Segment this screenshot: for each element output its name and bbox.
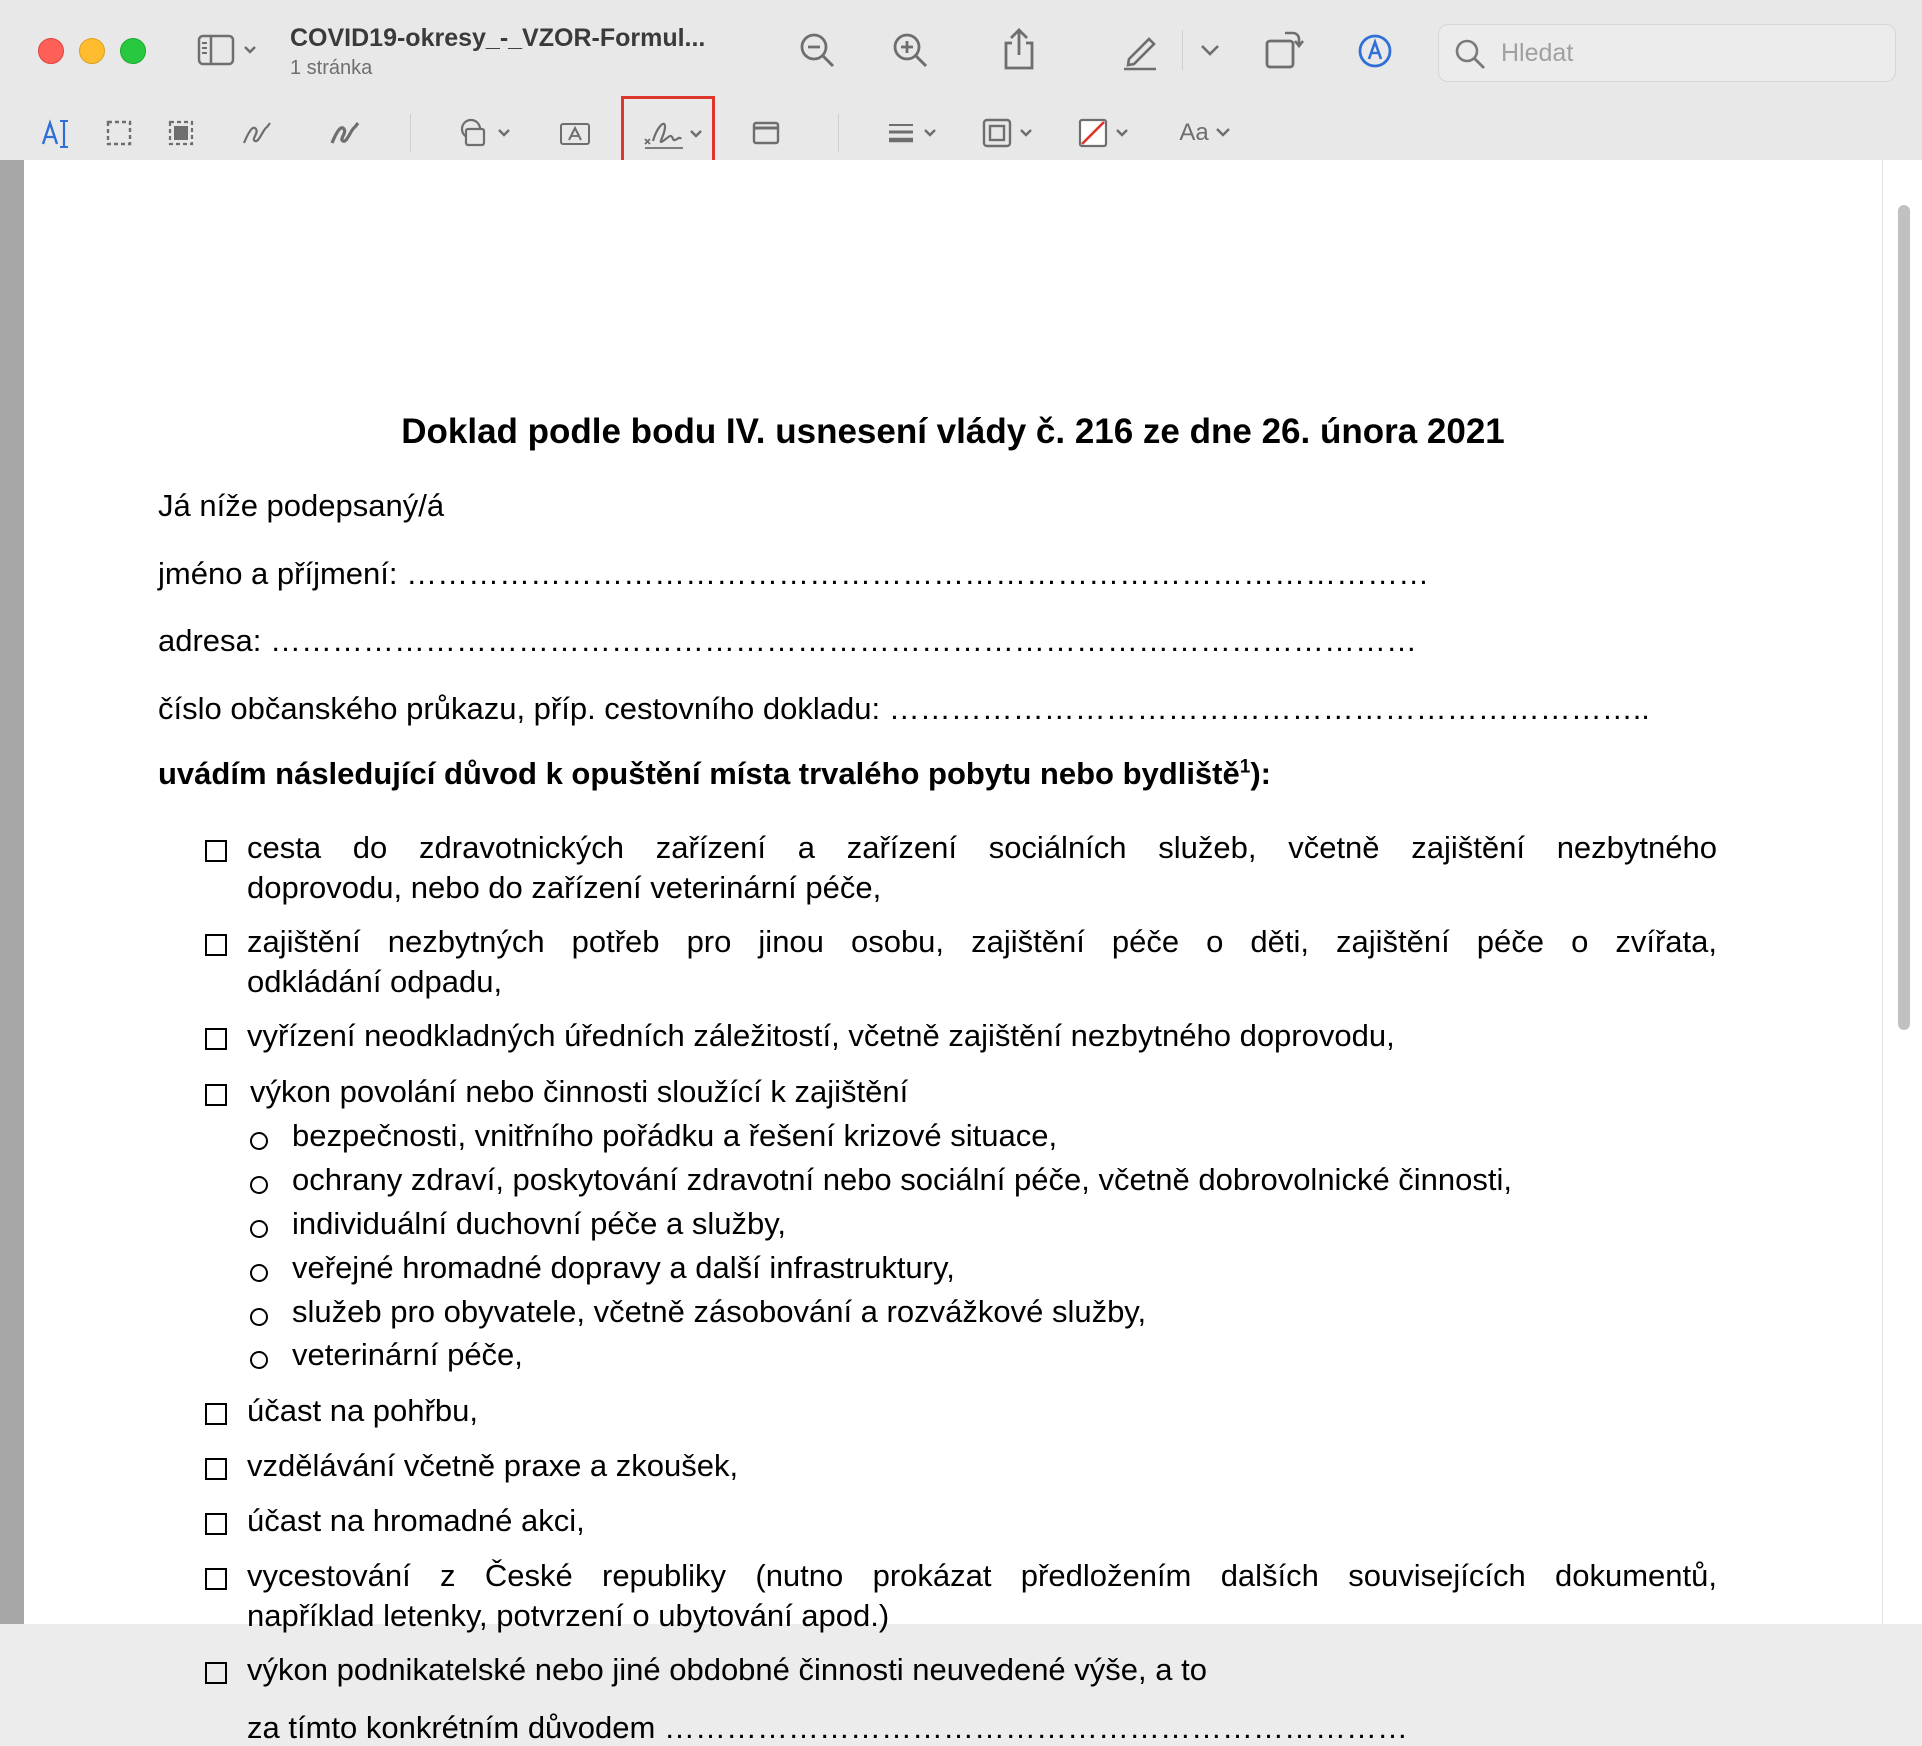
- shapes-icon: [455, 117, 515, 149]
- sidebar-icon: [197, 32, 263, 68]
- shape-style-menu-button[interactable]: [884, 116, 944, 150]
- option-line: účast na pohřbu,: [247, 1393, 478, 1428]
- page-count: 1 stránka: [290, 57, 373, 79]
- search-icon: [1453, 37, 1487, 71]
- field-dots: ………………………………………………………………: [663, 1710, 1408, 1745]
- sub-option: bezpečnosti, vnitřního pořádku a řešení krizové situace,: [292, 1118, 1058, 1153]
- rotate-button[interactable]: [1262, 26, 1306, 72]
- sidebar-edge: [0, 160, 24, 1624]
- toolbar-divider: [838, 114, 839, 152]
- sketch-tool[interactable]: [240, 116, 274, 150]
- checkbox[interactable]: [205, 1458, 227, 1480]
- note-icon: [751, 119, 781, 147]
- markup-menu-button[interactable]: [1196, 36, 1224, 64]
- redact-tool[interactable]: [166, 118, 196, 148]
- option-line: vzdělávání včetně praxe a zkoušek,: [247, 1448, 739, 1483]
- option-line: účast na hromadné akci,: [247, 1503, 585, 1538]
- minimize-window-button[interactable]: [79, 38, 105, 64]
- zoom-in-icon: [890, 30, 930, 70]
- reason-heading: uvádím následující důvod k opuštění místa trvalého pobytu nebo bydliště$^1$):: [158, 756, 1271, 791]
- sub-option-bullet[interactable]: [250, 1220, 268, 1238]
- sub-option: individuální duchovní péče a služby,: [292, 1206, 787, 1241]
- checkbox[interactable]: [205, 934, 227, 956]
- sub-option: ochrany zdraví, poskytování zdravotní nebo sociální péče, včetně dobrovolnické činnosti,: [292, 1162, 1513, 1197]
- zoom-out-icon: [797, 30, 837, 70]
- text-box-tool[interactable]: [558, 118, 592, 150]
- option-line: například letenky, potvrzení o ubytování apod.): [247, 1598, 890, 1633]
- checkbox[interactable]: [205, 1403, 227, 1425]
- field-label: za tímto konkrétním důvodem: [247, 1710, 656, 1745]
- draw-tool[interactable]: [328, 116, 362, 150]
- chevron-down-icon: [1213, 126, 1233, 140]
- option-line: výkon podnikatelské nebo jiné obdobné činnosti neuvedené výše, a to: [247, 1652, 1207, 1687]
- text-selection-icon: [41, 118, 71, 150]
- toolbar-divider: [1182, 30, 1183, 70]
- checkbox[interactable]: [205, 1513, 227, 1535]
- text-style-menu-button[interactable]: [1176, 116, 1236, 150]
- fill-color-icon: [1077, 117, 1135, 149]
- fill-color-menu-button[interactable]: [1076, 116, 1136, 150]
- option-line: výkon povolání nebo činnosti sloužící k zajištění: [250, 1074, 909, 1109]
- option-line: zajištění nezbytných potřeb pro jinou osobu, zajištění péče o děti, zajištění péče o zvířata,: [247, 924, 1717, 959]
- text-box-icon: [559, 120, 591, 148]
- text-selection-tool[interactable]: [40, 116, 72, 152]
- sub-option-bullet[interactable]: [250, 1132, 268, 1150]
- sub-option: veterinární péče,: [292, 1337, 523, 1372]
- address-field-row: [158, 623, 1417, 659]
- border-color-menu-button[interactable]: [980, 116, 1040, 150]
- field-label: adresa:: [158, 623, 262, 658]
- checkbox[interactable]: [205, 1662, 227, 1684]
- sub-option-bullet[interactable]: [250, 1264, 268, 1282]
- search-field[interactable]: [1438, 24, 1896, 82]
- name-field-row: [158, 556, 1429, 592]
- field-label: jméno a příjmení:: [158, 556, 398, 591]
- sub-option-bullet[interactable]: [250, 1308, 268, 1326]
- text-style-label: Aa: [1179, 119, 1209, 146]
- share-icon: [1001, 27, 1037, 71]
- rotate-icon: [1263, 27, 1305, 71]
- document-heading: Doklad podle bodu IV. usnesení vlády č. 216 ze dne 26. února 2021: [401, 412, 1505, 451]
- reason-detail-row: [247, 1710, 1408, 1746]
- intro-text: Já níže podepsaný/á: [158, 488, 445, 523]
- footnote-ref: 1: [1239, 756, 1251, 778]
- field-dots: ………………………………………………………………………………………: [406, 556, 1430, 591]
- checkbox[interactable]: [205, 1084, 227, 1106]
- redact-icon: [167, 119, 195, 147]
- draw-icon: [329, 117, 361, 149]
- checkbox[interactable]: [205, 840, 227, 862]
- option-line: cesta do zdravotnických zařízení a zařízení sociálních služeb, včetně zajištění nezbytného: [247, 830, 1717, 865]
- close-window-button[interactable]: [38, 38, 64, 64]
- fullscreen-window-button[interactable]: [120, 38, 146, 64]
- toolbar-divider: [410, 114, 411, 152]
- border-color-icon: [981, 117, 1039, 149]
- zoom-out-button[interactable]: [795, 28, 839, 72]
- checkbox[interactable]: [205, 1028, 227, 1050]
- pen-icon: [1119, 29, 1161, 71]
- option-line: vyřízení neodkladných úředních záležitostí, včetně zajištění nezbytného doprovodu,: [247, 1018, 1395, 1053]
- zoom-in-button[interactable]: [888, 28, 932, 72]
- markup-circle-button[interactable]: [1354, 30, 1396, 72]
- toolbar: [0, 0, 1922, 161]
- option-line: vycestování z České republiky (nutno prokázat předložením dalších souvisejících dokumentů,: [247, 1558, 1717, 1593]
- markup-toggle-button[interactable]: [1118, 28, 1162, 72]
- id-field-row: [158, 691, 1650, 727]
- option-line: doprovodu, nebo do zařízení veterinární péče,: [247, 870, 882, 905]
- note-tool[interactable]: [750, 118, 782, 148]
- line-style-icon: [885, 117, 943, 149]
- scrollbar-thumb[interactable]: [1898, 205, 1910, 1030]
- rectangular-selection-tool[interactable]: [104, 118, 134, 148]
- shapes-menu-button[interactable]: [454, 116, 516, 150]
- option-line: odkládání odpadu,: [247, 964, 503, 999]
- document-page: [24, 160, 1882, 1745]
- document-title: COVID19-okresy_-_VZOR-Formul...: [290, 24, 706, 52]
- share-button[interactable]: [998, 26, 1040, 72]
- highlight-annotation: [621, 96, 715, 169]
- field-dots: ………………………………………………………………..: [888, 691, 1650, 726]
- markup-circle-icon: [1356, 32, 1394, 70]
- chevron-down-icon: [1199, 43, 1221, 57]
- field-label: číslo občanského průkazu, příp. cestovního dokladu:: [158, 691, 881, 726]
- sub-option-bullet[interactable]: [250, 1351, 268, 1369]
- sub-option-bullet[interactable]: [250, 1176, 268, 1194]
- sub-option: veřejné hromadné dopravy a další infrastruktury,: [292, 1250, 955, 1285]
- rectangular-selection-icon: [105, 119, 133, 147]
- search-input[interactable]: [1499, 34, 1883, 72]
- field-dots: …………………………………………………………………………………………………: [270, 623, 1418, 658]
- checkbox[interactable]: [205, 1568, 227, 1590]
- sub-option: služeb pro obyvatele, včetně zásobování a rozvážkové služby,: [292, 1294, 1147, 1329]
- sidebar-toggle-button[interactable]: [196, 30, 264, 70]
- sketch-icon: [241, 117, 273, 149]
